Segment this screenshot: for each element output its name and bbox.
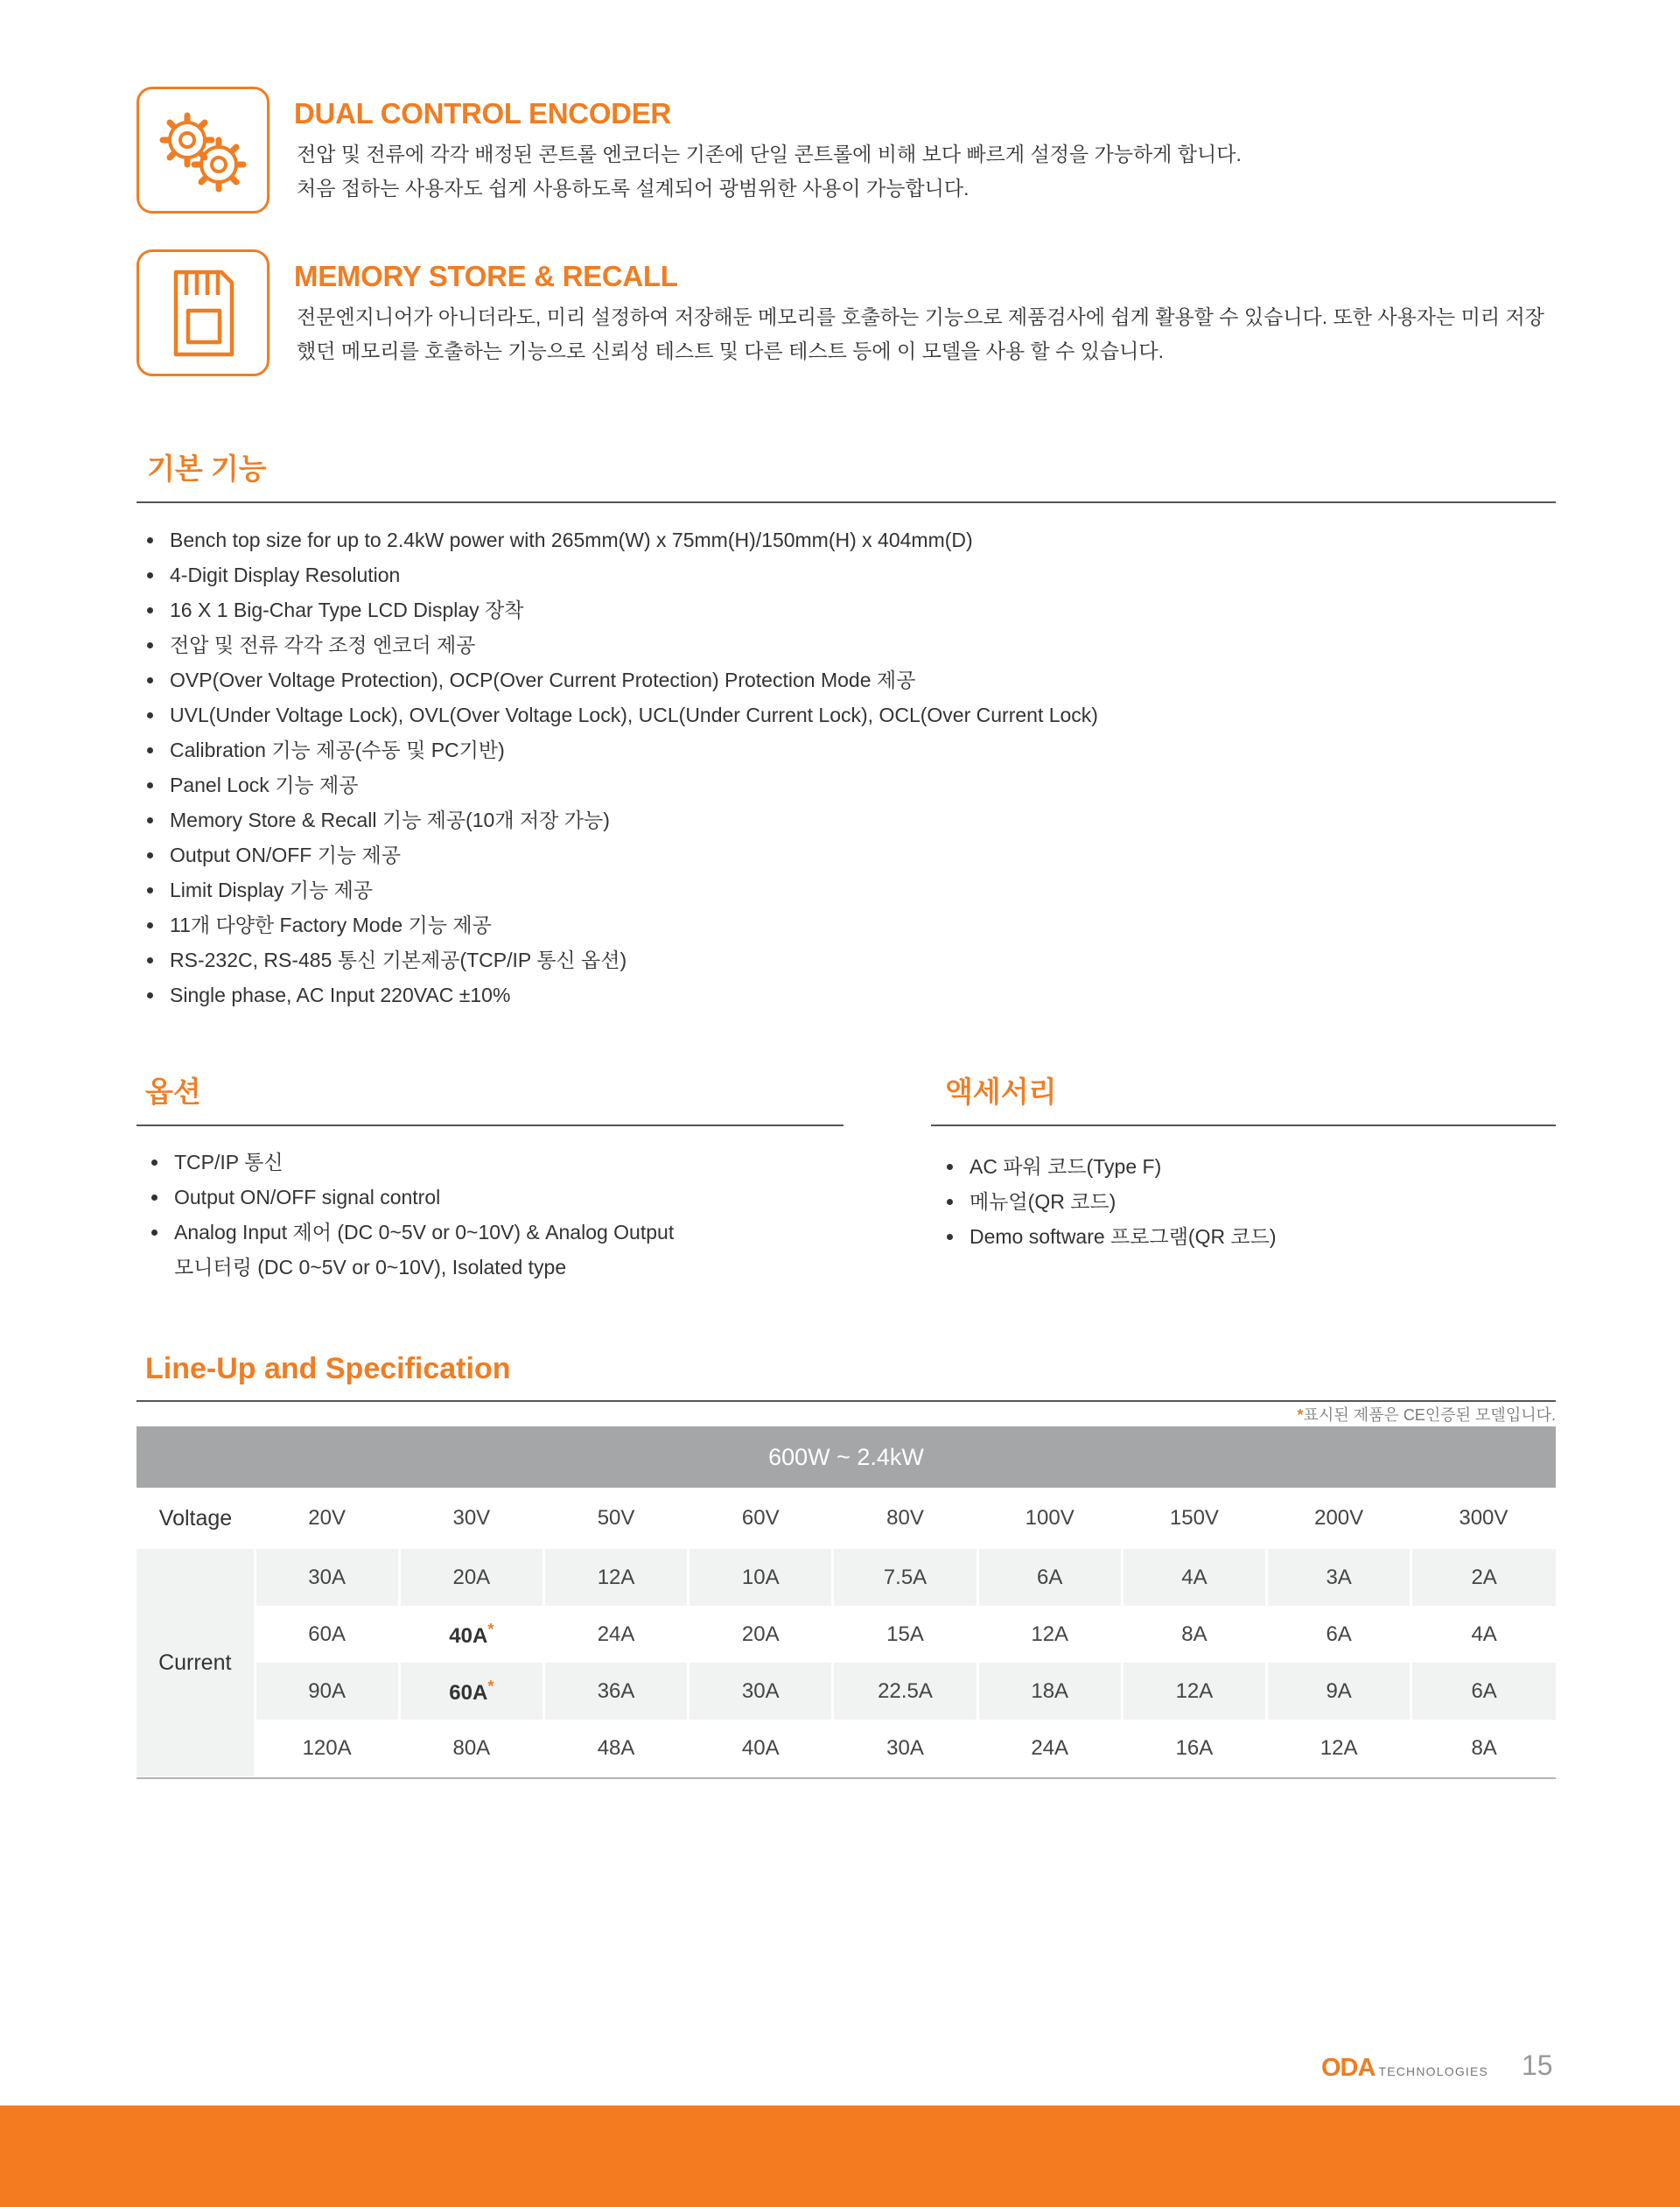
current-cell [255,1663,399,1720]
section-title-lineup: Line-Up and Specification [145,1352,511,1385]
current-value: 6A [1326,1622,1352,1646]
voltage-cell: 300V [1411,1488,1556,1549]
list-item-text: Analog Input 제어 (DC 0~5V or 0~10V) & Analog Output [174,1221,675,1244]
current-cell [833,1606,977,1663]
current-value: 6A [1037,1565,1063,1589]
feature-title: DUAL CONTROL ENCODER [294,97,671,130]
current-value: 90A [308,1678,346,1703]
list-item: 11개 다양한 Factory Mode 기능 제공 [136,907,1098,942]
current-cell [399,1720,543,1776]
current-cell [833,1720,977,1776]
section-rule [136,1125,844,1126]
current-value: 30A [741,1678,780,1703]
current-value: 80A [452,1735,491,1760]
current-value: 22.5A [878,1678,933,1703]
oda-technologies-logo [1321,2054,1488,2083]
current-cell [255,1549,399,1606]
current-cell [1122,1720,1266,1776]
voltage-row [136,1488,1556,1549]
current-cell [1411,1606,1556,1663]
current-value: 60A [449,1680,488,1705]
ce-star-marker: * [1297,1406,1304,1424]
feature-dual-control-encoder [136,87,1554,216]
current-value: 30A [308,1565,346,1589]
list-item: UVL(Under Voltage Lock), OVL(Over Voltage Lock), UCL(Under Current Lock), OCL(Over Current Lock) [136,697,1098,732]
current-cell [977,1549,1122,1606]
current-cell [977,1720,1122,1776]
current-value: 16A [1175,1735,1214,1760]
list-item: Panel Lock 기능 제공 [136,767,1098,802]
current-value: 12A [1031,1622,1069,1646]
list-item: Demo software 프로그램(QR 코드) [936,1219,1277,1254]
page-number: 15 [1522,2049,1553,2081]
current-value: 20A [452,1565,491,1589]
current-cell [833,1549,977,1606]
section-title-accessories: 액세서리 [945,1075,1057,1108]
current-cell [1267,1549,1411,1606]
list-item: Limit Display 기능 제공 [136,872,1098,907]
current-cell [689,1720,833,1776]
voltage-cell: 80V [833,1488,977,1549]
current-value: 10A [741,1565,780,1589]
ce-star-marker: * [487,1677,494,1695]
current-value: 9A [1326,1678,1352,1703]
voltage-cell: 150V [1122,1488,1266,1549]
current-cell [543,1663,688,1720]
voltage-cell: 60V [689,1488,833,1549]
current-value: 7.5A [883,1565,928,1589]
list-item: OVP(Over Voltage Protection), OCP(Over Current Protection) Protection Mode 제공 [136,662,1098,697]
memory-card-icon [164,265,242,361]
current-cell [1411,1549,1556,1606]
section-rule [931,1125,1556,1126]
table-header-row [136,1426,1556,1488]
ce-certified-note [1298,1403,1556,1426]
logo-subtitle: TECHNOLOGIES [1378,2064,1489,2078]
current-row [136,1549,1556,1606]
current-value: 6A [1471,1678,1497,1703]
current-value: 24A [597,1622,635,1646]
current-row [136,1720,1556,1776]
current-cell [1267,1720,1411,1776]
current-cell [1122,1663,1266,1720]
feature-memory-store-recall [136,249,1554,379]
current-label: Current [136,1549,255,1776]
accessories-list [936,1149,1277,1254]
list-item: 전압 및 전류 각각 조정 엔코더 제공 [136,627,1098,662]
current-cell [689,1606,833,1663]
current-cell [255,1606,399,1663]
current-value: 12A [597,1565,635,1589]
current-cell [689,1549,833,1606]
current-value: 24A [1031,1735,1069,1760]
current-value: 40A [449,1623,488,1648]
current-cell [543,1549,688,1606]
current-value: 4A [1471,1622,1497,1646]
section-rule [136,501,1556,503]
table-bottom-rule [136,1777,1556,1779]
basic-feature-list [136,522,1098,1012]
feature-desc-line: 했던 메모리를 호출하는 기능으로 신뢰성 테스트 및 다른 테스트 등에 이 모델을 사용 할 수 있습니다. [297,340,1164,362]
current-cell [1122,1606,1266,1663]
feature-desc-line: 전문엔지니어가 아니더라도, 미리 설정하여 저장해둔 메모리를 호출하는 기능으로 제품검사에 쉽게 활용할 수 있습니다. 또한 사용자는 미리 저장 [297,305,1544,328]
current-value: 2A [1471,1565,1497,1589]
current-cell [255,1720,399,1776]
list-item: TCP/IP 통신 [141,1145,674,1180]
voltage-cell: 20V [255,1488,399,1549]
current-value: 12A [1175,1678,1214,1703]
current-value: 3A [1326,1565,1352,1589]
list-item: 메뉴얼(QR 코드) [936,1184,1277,1219]
spec-table [136,1426,1556,1776]
feature-description [297,137,1557,206]
ce-note-text: 표시된 제품은 CE인증된 모델입니다. [1303,1406,1556,1424]
feature-desc-line: 전압 및 전류에 각각 배정된 콘트롤 엔코더는 기존에 단일 콘트롤에 비해 보다 빠르게 설정을 가능하게 합니다. [297,143,1242,165]
current-value: 20A [741,1622,780,1646]
current-value: 36A [597,1678,635,1703]
list-item: Output ON/OFF 기능 제공 [136,837,1098,872]
list-item: Calibration 기능 제공(수동 및 PC기반) [136,732,1098,767]
power-range-header: 600W ~ 2.4kW [136,1426,1556,1488]
voltage-cell: 30V [399,1488,543,1549]
voltage-cell: 50V [543,1488,688,1549]
current-value: 8A [1181,1622,1208,1646]
list-item-continuation: 모니터링 (DC 0~5V or 0~10V), Isolated type [174,1256,567,1279]
list-item: Single phase, AC Input 220VAC ±10% [136,977,1098,1012]
feature-desc-line: 처음 접하는 사용자도 쉽게 사용하도록 설계되어 광범위한 사용이 가능합니다. [297,177,970,200]
section-title-options: 옵션 [145,1075,201,1108]
list-item [141,1215,674,1285]
voltage-cell: 100V [977,1488,1122,1549]
list-item: RS-232C, RS-485 통신 기본제공(TCP/IP 통신 옵션) [136,942,1098,977]
list-item: Bench top size for up to 2.4kW power with 265mm(W) x 75mm(H)/150mm(H) x 404mm(D) [136,522,1098,557]
current-value: 30A [886,1735,924,1760]
current-cell [1411,1663,1556,1720]
gears-icon [150,107,256,194]
current-cell [977,1663,1122,1720]
current-cell [689,1663,833,1720]
current-cell [399,1606,543,1663]
list-item: 4-Digit Display Resolution [136,557,1098,592]
current-value: 12A [1320,1735,1358,1760]
current-value: 120A [302,1735,352,1760]
list-item: Output ON/OFF signal control [141,1180,674,1215]
current-cell [543,1606,688,1663]
voltage-cell: 200V [1267,1488,1411,1549]
current-cell [1122,1549,1266,1606]
current-cell [1267,1606,1411,1663]
list-item: 16 X 1 Big-Char Type LCD Display 장착 [136,592,1098,627]
section-rule [136,1400,1556,1402]
current-value: 4A [1181,1565,1208,1589]
current-cell [399,1663,543,1720]
options-list [141,1145,674,1285]
current-value: 48A [597,1735,635,1760]
memory-card-icon-box [136,249,270,376]
current-row [136,1606,1556,1663]
current-value: 40A [741,1735,780,1760]
section-title-basic: 기본 기능 [147,452,267,485]
current-value: 8A [1471,1735,1497,1760]
ce-star-marker: * [487,1620,494,1638]
current-row [136,1663,1556,1720]
footer-accent-bar [0,2105,1680,2207]
current-value: 15A [886,1622,924,1646]
logo-brand: ODA [1321,2054,1376,2082]
current-cell [1411,1720,1556,1776]
current-cell [543,1720,688,1776]
current-cell [977,1606,1122,1663]
current-value: 60A [308,1622,346,1646]
list-item: AC 파워 코드(Type F) [936,1149,1277,1184]
current-value: 18A [1031,1678,1069,1703]
current-cell [833,1663,977,1720]
gears-icon-box [136,87,270,214]
voltage-label: Voltage [136,1488,255,1549]
list-item: Memory Store & Recall 기능 제공(10개 저장 가능) [136,802,1098,837]
current-cell [1267,1663,1411,1720]
feature-description [297,300,1557,368]
feature-title: MEMORY STORE & RECALL [294,260,678,292]
current-cell [399,1549,543,1606]
